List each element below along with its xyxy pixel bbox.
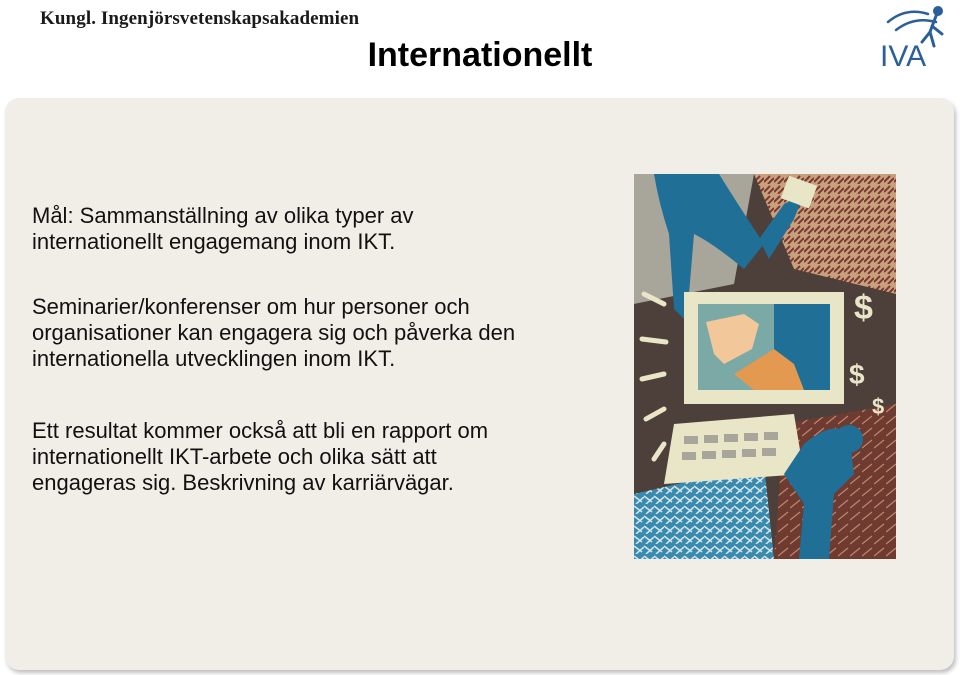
- logo-head: [933, 6, 943, 16]
- keyboard: [664, 414, 804, 484]
- slide-title: Internationellt: [367, 36, 593, 74]
- seminar-line-1: Seminarier/konferenser om hur personer och: [32, 294, 470, 319]
- logo-text: IVA: [880, 40, 927, 72]
- seminar-line-2: organisationer kan engagera sig och påverka den: [32, 320, 516, 345]
- seminar-line-3: internationella utvecklingen inom IKT.: [32, 346, 396, 371]
- dollar-3: $: [872, 394, 885, 419]
- logo-swoosh: [888, 12, 936, 30]
- result-line-2: internationellt IKT-arbete och olika sätt att: [32, 444, 437, 469]
- goal-line-2: internationellt engagemang inom IKT.: [32, 229, 396, 254]
- result-line-3: engageras sig. Beskrivning av karriärvägar.: [32, 470, 454, 495]
- result-paragraph: [32, 418, 622, 496]
- organization-name: Kungl. Ingenjörsvetenskapsakademien: [40, 8, 360, 29]
- computer-hands-clipart: [634, 174, 896, 559]
- dollar-1: $: [854, 289, 873, 327]
- seminar-paragraph: [32, 294, 622, 372]
- dollar-2: $: [849, 359, 865, 390]
- goal-line-1: Mål: Sammanställning av olika typer av: [32, 203, 414, 228]
- goal-paragraph: [32, 203, 622, 255]
- result-line-1: Ett resultat kommer också att bli en rapport om: [32, 418, 489, 443]
- lower-figure-head: [835, 425, 863, 453]
